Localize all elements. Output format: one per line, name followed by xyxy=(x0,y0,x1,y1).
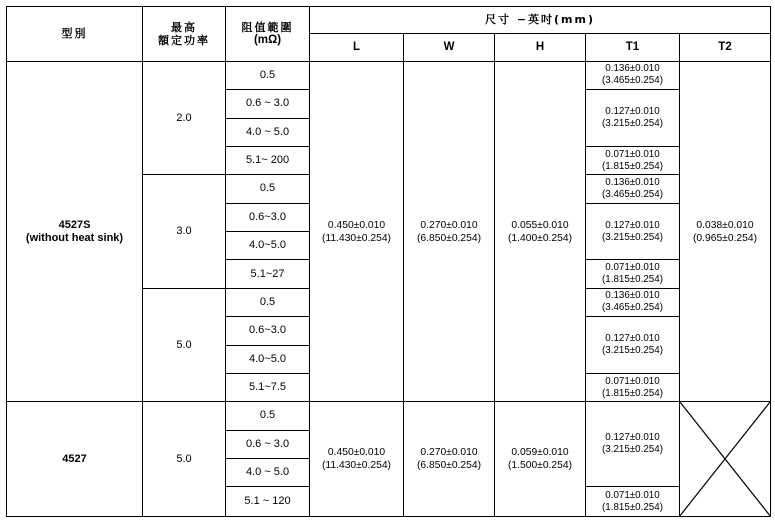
header-rated-power-line1: 最高 xyxy=(171,20,197,34)
header-model-label: 型別 xyxy=(61,26,88,40)
dim-W-inch: 0.270±0.010 xyxy=(420,219,478,231)
dim-T1-inch: 0.136±0.010 xyxy=(605,290,660,302)
header-dimension-label: 尺寸 −英吋(mm) xyxy=(484,13,596,27)
resistance-range-cell: 0.5 xyxy=(226,175,310,203)
dim-T1-mm: (3.215±0.254) xyxy=(602,118,663,129)
dim-H-inch: 0.059±0.010 xyxy=(511,447,569,459)
dim-L-mm: (11.430±0.254) xyxy=(321,460,391,472)
dim-W-inch: 0.270±0.010 xyxy=(420,447,478,459)
resistor-spec-table xyxy=(6,6,771,517)
power-cell: 5.0 xyxy=(143,402,226,517)
header-resistance-line1: 阻值範圍 xyxy=(241,20,294,34)
table-row xyxy=(7,402,771,430)
dim-T1-mm: (3.465±0.254) xyxy=(602,302,663,314)
resistance-range-cell: 0.6~3.0 xyxy=(226,203,310,231)
dim-T1-cell xyxy=(586,61,680,89)
spec-table-container xyxy=(6,6,770,517)
dim-L-cell xyxy=(310,402,404,517)
resistance-range-cell: 0.6 ~ 3.0 xyxy=(226,430,310,458)
dim-W-cell xyxy=(404,402,495,517)
dim-T1-inch: 0.127±0.010 xyxy=(605,106,660,117)
resistance-range-cell: 0.6 ~ 3.0 xyxy=(226,90,310,118)
header-col-W: W xyxy=(404,34,495,61)
dim-T1-cell xyxy=(586,402,680,487)
resistance-range-cell: 4.0~5.0 xyxy=(226,345,310,373)
dim-L-inch: 0.450±0.010 xyxy=(327,219,386,231)
resistance-range-cell: 4.0~5.0 xyxy=(226,232,310,260)
dim-T1-cell xyxy=(586,203,680,260)
dim-T1-inch: 0.136±0.010 xyxy=(605,63,660,75)
dim-T1-cell xyxy=(586,260,680,288)
header-col-T2: T2 xyxy=(680,34,771,61)
header-col-T1: T1 xyxy=(586,34,680,61)
model-4527s-name: 4527S xyxy=(58,218,91,231)
dim-H-cell xyxy=(495,61,586,402)
resistance-range-cell: 4.0 ~ 5.0 xyxy=(226,459,310,487)
dim-T1-mm: (1.815±0.254) xyxy=(602,274,663,286)
dim-T1-cell xyxy=(586,487,680,517)
resistance-range-cell: 0.5 xyxy=(226,288,310,316)
header-row-1 xyxy=(7,7,771,34)
header-rated-power xyxy=(143,7,226,62)
header-col-H: H xyxy=(495,34,586,61)
header-rated-power-line2: 額定功率 xyxy=(158,33,210,47)
table-row xyxy=(7,61,771,89)
dim-W-cell xyxy=(404,61,495,402)
header-dimension xyxy=(310,7,771,34)
resistance-range-cell: 5.1 ~ 120 xyxy=(226,487,310,517)
dim-T1-mm: (1.815±0.254) xyxy=(602,160,663,172)
dim-T1-cell xyxy=(586,175,680,203)
resistance-range-cell: 0.5 xyxy=(226,61,310,89)
power-cell: 5.0 xyxy=(143,288,226,402)
dim-T1-cell xyxy=(586,288,680,316)
dim-T1-inch: 0.127±0.010 xyxy=(605,432,660,444)
resistance-range-cell: 0.6~3.0 xyxy=(226,317,310,345)
dim-T1-mm: (3.215±0.254) xyxy=(602,231,663,243)
dim-L-inch: 0.450±0.010 xyxy=(327,447,386,459)
dim-T1-cell xyxy=(586,373,680,401)
dim-H-mm: (1.500±0.254) xyxy=(507,460,573,472)
header-resistance-line2: (mΩ) xyxy=(253,33,282,46)
dim-W-mm: (6.850±0.254) xyxy=(416,232,482,244)
dim-T1-mm: (3.465±0.254) xyxy=(602,75,663,87)
dim-L-mm: (11.430±0.254) xyxy=(321,232,391,244)
dim-T1-inch: 0.127±0.010 xyxy=(605,333,660,344)
model-4527s-cell xyxy=(7,61,143,402)
header-col-L: L xyxy=(310,34,404,61)
dim-T1-inch: 0.071±0.010 xyxy=(605,375,660,387)
model-4527-cell: 4527 xyxy=(7,402,143,517)
dim-T1-cell xyxy=(586,317,680,374)
dim-T1-cell xyxy=(586,90,680,147)
dim-T1-mm: (1.815±0.254) xyxy=(602,387,663,399)
model-4527s-note: (without heat sink) xyxy=(25,231,124,244)
dim-T1-inch: 0.136±0.010 xyxy=(605,176,660,188)
dim-T1-inch: 0.071±0.010 xyxy=(605,489,660,501)
dim-T1-mm: (1.815±0.254) xyxy=(602,501,663,513)
dim-T2-inch: 0.038±0.010 xyxy=(696,219,754,231)
dim-T2-mm: (0.965±0.254) xyxy=(692,232,758,244)
dim-T1-inch: 0.127±0.010 xyxy=(605,219,660,231)
dim-T2-not-applicable-cell xyxy=(680,402,771,517)
header-resistance xyxy=(226,7,310,62)
header-model xyxy=(7,7,143,62)
dim-W-mm: (6.850±0.254) xyxy=(416,460,482,472)
power-cell: 2.0 xyxy=(143,61,226,175)
dim-H-mm: (1.400±0.254) xyxy=(507,232,573,244)
dim-T1-mm: (3.465±0.254) xyxy=(602,188,663,200)
resistance-range-cell: 4.0 ~ 5.0 xyxy=(226,118,310,146)
dim-H-cell xyxy=(495,402,586,517)
dim-H-inch: 0.055±0.010 xyxy=(511,219,569,231)
dim-T2-cell xyxy=(680,61,771,402)
dim-T1-inch: 0.071±0.010 xyxy=(605,262,660,274)
resistance-range-cell: 5.1~ 200 xyxy=(226,146,310,174)
not-applicable-cross-icon xyxy=(680,402,770,516)
dim-T1-mm: (3.215±0.254) xyxy=(602,345,663,356)
dim-L-cell xyxy=(310,61,404,402)
power-cell: 3.0 xyxy=(143,175,226,289)
resistance-range-cell: 0.5 xyxy=(226,402,310,430)
dim-T1-mm: (3.215±0.254) xyxy=(602,444,663,456)
dim-T1-inch: 0.071±0.010 xyxy=(605,148,660,160)
dim-T1-cell xyxy=(586,146,680,174)
resistance-range-cell: 5.1~7.5 xyxy=(226,373,310,401)
resistance-range-cell: 5.1~27 xyxy=(226,260,310,288)
